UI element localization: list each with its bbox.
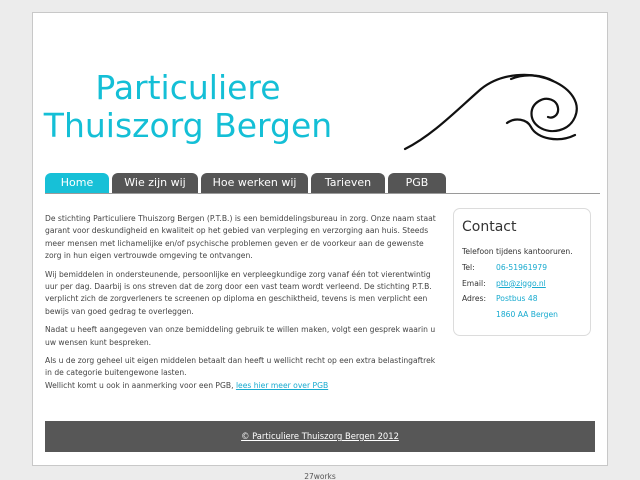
address-line1: Postbus 48 xyxy=(496,294,538,303)
contact-title: Contact xyxy=(462,219,517,235)
contact-tel-row xyxy=(462,260,582,276)
site-title-line2: Thuiszorg Bergen xyxy=(43,106,333,145)
tel-value[interactable]: 06-51961979 xyxy=(496,263,548,272)
site-title xyxy=(33,69,343,145)
tel-label: Tel: xyxy=(462,263,475,272)
contact-address-row xyxy=(462,291,582,307)
pgb-text: Wellicht komt u ook in aanmerking voor een PGB, xyxy=(45,380,236,390)
page-container xyxy=(32,12,608,466)
tab-home[interactable]: Home xyxy=(45,173,109,193)
address-label: Adres: xyxy=(462,294,487,303)
tab-hoe-werken-wij[interactable]: Hoe werken wij xyxy=(201,173,308,193)
email-link[interactable]: ptb@ziggo.nl xyxy=(496,278,546,288)
care-paragraph: Wij bemiddelen in ondersteunende, persoonlijke en verpleegkundige zorg vanaf één tot vierentwintig uur per dag. Daarbij is ons streven dat de zorg door een vast team wordt verleend. De stichting P.T.B. verplicht zich de zorgverleners te screenen op diploma en geschiktheid, tevens is men verplicht een bewijs van goed gedrag te overleggen. xyxy=(45,269,432,316)
contact-box xyxy=(453,208,591,336)
footer-copyright-link[interactable]: © Particuliere Thuiszorg Bergen 2012 xyxy=(241,431,399,441)
site-title-line1: Particuliere xyxy=(95,68,281,107)
intake-paragraph: Nadat u heeft aangegeven van onze bemiddeling gebruik te willen maken, volgt een gesprek waarin u uw wensen kunt bespreken. xyxy=(45,325,436,347)
tab-wie-zijn-wij[interactable]: Wie zijn wij xyxy=(112,173,198,193)
address-line2: 1860 AA Bergen xyxy=(496,309,558,319)
tab-pgb[interactable]: PGB xyxy=(388,173,446,193)
email-label: Email: xyxy=(462,278,486,288)
tab-tarieven[interactable]: Tarieven xyxy=(311,173,385,193)
pgb-link[interactable]: lees hier meer over PGB xyxy=(235,380,329,390)
swirl-wave-icon xyxy=(403,69,583,151)
contact-subtitle: Telefoon tijdens kantooruren. xyxy=(462,247,573,256)
main-navigation xyxy=(45,173,600,194)
main-content xyxy=(45,213,437,392)
credit-text[interactable]: 27works xyxy=(304,472,336,480)
footer xyxy=(45,421,595,452)
intro-paragraph: De stichting Particuliere Thuiszorg Bergen (P.T.B.) is een bemiddelingsbureau in zorg. Onze naam staat garant voor deskundigheid en kwaliteit op het gebied van verpleging en verzorging aan huis. Steeds meer mensen met lichamelijke en/of psychische problemen geven er de voorkeur aan de gewenste zorg in hun eigen vertrouwde omgeving te ontvangen. xyxy=(45,214,436,261)
tax-paragraph xyxy=(45,355,437,392)
contact-address-row-2 xyxy=(462,307,582,323)
tax-text: Als u de zorg geheel uit eigen middelen betaalt dan heeft u wellicht recht op een extra belastingaftrek in de categorie buitengewone lasten. xyxy=(45,356,436,378)
contact-email-row xyxy=(462,276,582,292)
